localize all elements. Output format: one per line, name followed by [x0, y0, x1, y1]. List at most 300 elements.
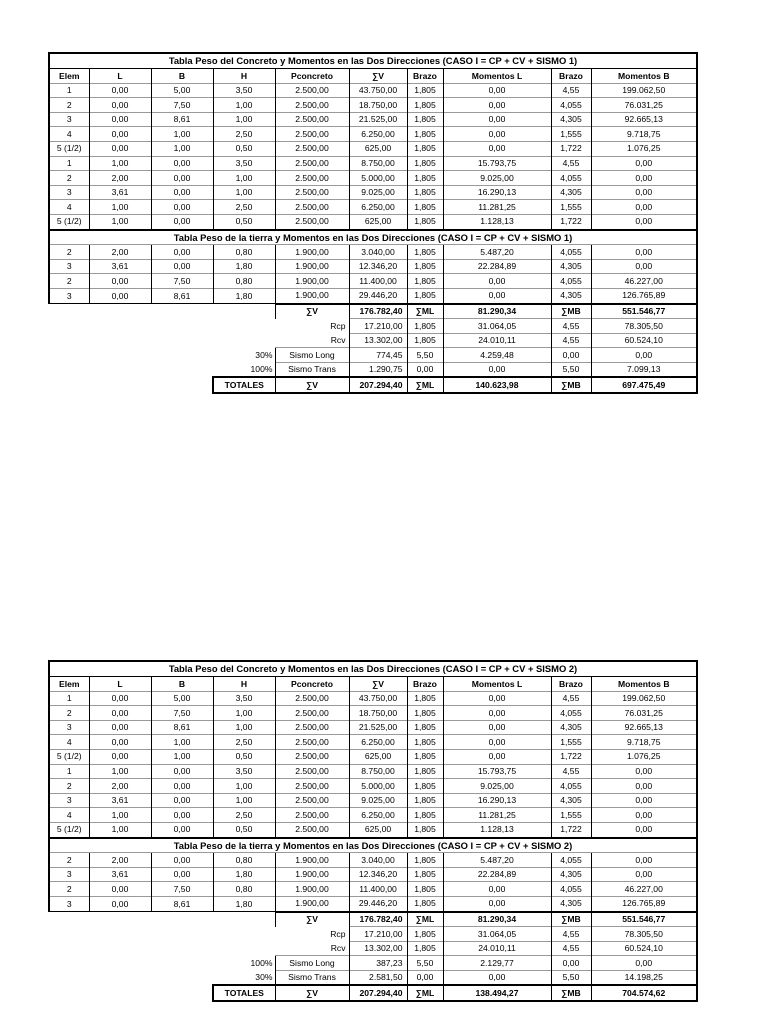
table-cell: 4,055	[551, 882, 591, 897]
totals-value: 207.294,40	[349, 985, 407, 1001]
table-cell: 0,00	[591, 793, 697, 808]
table-cell: 625,00	[349, 214, 407, 229]
table-cell: 1,805	[407, 822, 443, 837]
table-cell: 1,805	[407, 808, 443, 823]
table-cell: 0,00	[591, 185, 697, 200]
column-header: Elem	[49, 677, 89, 692]
table-cell: 0,00	[443, 706, 551, 721]
table-row	[49, 867, 697, 882]
table-cell: 5.000,00	[349, 171, 407, 186]
table-cell: 16.290,13	[443, 185, 551, 200]
table-cell: 11.400,00	[349, 274, 407, 289]
table-cell: 2.500,00	[275, 793, 349, 808]
table-cell: 3,61	[89, 867, 151, 882]
table-cell: 3	[49, 867, 89, 882]
table-cell: 6.250,00	[349, 200, 407, 215]
table-row	[49, 779, 697, 794]
totals-value: 704.574,62	[591, 985, 697, 1001]
table-cell: 1,805	[407, 793, 443, 808]
rcv-label: Rcv	[330, 942, 346, 953]
table-cell: 1,00	[213, 112, 275, 127]
table-cell: 2	[49, 779, 89, 794]
table-cell: 0,80	[213, 274, 275, 289]
table-cell: 12.346,20	[349, 259, 407, 274]
sum-label: ∑V	[275, 377, 349, 393]
table-cell: 5,50	[407, 348, 443, 363]
table-cell: 4,305	[551, 259, 591, 274]
sum-value: 81.290,34	[443, 912, 551, 927]
column-header: H	[213, 677, 275, 692]
table-cell: 1,00	[213, 98, 275, 113]
empty-cell	[49, 362, 213, 377]
table-cell: 0,00	[443, 141, 551, 156]
table-cell: 3	[49, 896, 89, 911]
table-cell: 2.500,00	[275, 185, 349, 200]
table-cell: 1.076,25	[591, 141, 697, 156]
table-row	[49, 808, 697, 823]
table-subtitle: Tabla Peso de la tierra y Momentos en las Dos Direcciones (CASO I = CP + CV + SISMO 2)	[49, 838, 697, 853]
table-row	[49, 274, 697, 289]
table-cell: 5 (1/2)	[49, 214, 89, 229]
table-cell: 2.500,00	[275, 83, 349, 98]
table-cell: 4,305	[551, 720, 591, 735]
table-cell: 0,00	[591, 200, 697, 215]
table-cell: 3,50	[213, 83, 275, 98]
percentage-label: 100%	[250, 957, 273, 968]
table-cell: 2.500,00	[275, 112, 349, 127]
table-cell: 4,305	[551, 185, 591, 200]
table-title-row	[49, 53, 697, 69]
empty-cell	[49, 319, 275, 334]
table-cell: 76.031,25	[591, 98, 697, 113]
table-cell: 4,55	[551, 764, 591, 779]
table-cell: 8.750,00	[349, 764, 407, 779]
table-cell: 1,00	[151, 749, 213, 764]
table-cell: 8,61	[151, 720, 213, 735]
table-cell: 2,00	[89, 245, 151, 260]
table-cell: 1,722	[551, 141, 591, 156]
empty-cell	[49, 956, 213, 971]
table-cell: 3,50	[213, 156, 275, 171]
empty-cell	[49, 348, 213, 363]
load-moment-table	[48, 660, 698, 1002]
empty-cell	[49, 912, 275, 927]
table-cell: 29.446,20	[349, 896, 407, 911]
table-row	[49, 214, 697, 229]
table-cell: 0,00	[89, 112, 151, 127]
column-header: Brazo	[407, 69, 443, 84]
table-cell: 0,00	[443, 98, 551, 113]
table-cell: 1,805	[407, 333, 443, 348]
table-cell: 0,00	[151, 156, 213, 171]
totals-label: TOTALES	[213, 377, 275, 393]
table-cell: 43.750,00	[349, 691, 407, 706]
table-cell: 0,00	[151, 200, 213, 215]
column-header: H	[213, 69, 275, 84]
totals-value: 138.494,27	[443, 985, 551, 1001]
table-cell: 0,00	[151, 259, 213, 274]
sismo-trans-label: Sismo Trans	[275, 362, 349, 377]
table-cell: 18.750,00	[349, 706, 407, 721]
table-cell: 2.500,00	[275, 98, 349, 113]
table-cell: 9.025,00	[349, 793, 407, 808]
table-row	[49, 735, 697, 750]
empty-cell	[49, 985, 213, 1001]
table-cell: 5,00	[151, 691, 213, 706]
table-cell: 5,50	[551, 362, 591, 377]
table-cell: 4,55	[551, 319, 591, 334]
table-cell: 17.210,00	[349, 319, 407, 334]
table-cell: 2.500,00	[275, 127, 349, 142]
table-cell: 0,00	[443, 735, 551, 750]
table-cell: 1.900,00	[275, 882, 349, 897]
table-cell: 0,00	[443, 112, 551, 127]
table-cell: 1	[49, 83, 89, 98]
table-cell: 2.500,00	[275, 749, 349, 764]
table-cell: 1,722	[551, 214, 591, 229]
table-cell: 31.064,05	[443, 927, 551, 942]
table-cell: 2.129,77	[443, 956, 551, 971]
table-cell: 1,555	[551, 127, 591, 142]
table-cell: 1,805	[407, 288, 443, 303]
table-cell: 22.284,89	[443, 259, 551, 274]
table-cell: 0,00	[591, 259, 697, 274]
table-cell: 60.524,10	[591, 941, 697, 956]
table-cell: 1,805	[407, 127, 443, 142]
table-cell: 0,00	[591, 214, 697, 229]
table-cell: 1.900,00	[275, 288, 349, 303]
table-cell: 0,00	[151, 793, 213, 808]
table-cell: 0,00	[151, 245, 213, 260]
sum-value: 551.546,77	[591, 912, 697, 927]
table-cell: 1,805	[407, 927, 443, 942]
table-cell: 22.284,89	[443, 867, 551, 882]
table-cell: 21.525,00	[349, 720, 407, 735]
table-cell: 31.064,05	[443, 319, 551, 334]
sum-label: ∑MB	[551, 377, 591, 393]
table-cell: 1,805	[407, 274, 443, 289]
table-cell: 4	[49, 200, 89, 215]
table-cell: 4	[49, 735, 89, 750]
table-cell: 4,055	[551, 245, 591, 260]
table-cell: 29.446,20	[349, 288, 407, 303]
table-row	[49, 896, 697, 911]
sum-label: ∑ML	[407, 304, 443, 319]
table-cell: 1,805	[407, 171, 443, 186]
table-cell: 1,00	[151, 735, 213, 750]
table-cell: 60.524,10	[591, 333, 697, 348]
table-cell: 11.281,25	[443, 808, 551, 823]
table-cell: 13.302,00	[349, 941, 407, 956]
table-cell: 2.500,00	[275, 706, 349, 721]
table-cell: 1,805	[407, 259, 443, 274]
table-cell: 14.198,25	[591, 970, 697, 985]
empty-cell	[49, 970, 213, 985]
table-cell: 0,00	[591, 822, 697, 837]
column-header: Momentos L	[443, 677, 551, 692]
table-cell: 46.227,00	[591, 274, 697, 289]
totals-row	[49, 377, 697, 393]
table-cell: 0,00	[551, 348, 591, 363]
table-cell: 4,055	[551, 779, 591, 794]
table-cell: 5,50	[407, 956, 443, 971]
table-cell: 24.010,11	[443, 941, 551, 956]
sum-row	[49, 912, 697, 927]
table-cell: 2,00	[89, 853, 151, 868]
table-cell: 2.500,00	[275, 808, 349, 823]
table-cell: 0,50	[213, 141, 275, 156]
table-cell: 4.259,48	[443, 348, 551, 363]
table-cell: 0,00	[591, 245, 697, 260]
table-row	[49, 141, 697, 156]
table-cell: 0,00	[591, 764, 697, 779]
table-cell: 1,00	[213, 779, 275, 794]
table-cell: 1.900,00	[275, 274, 349, 289]
table-cell: 1,805	[407, 83, 443, 98]
table-cell: 1,805	[407, 882, 443, 897]
table-cell: 2,50	[213, 735, 275, 750]
table-row	[49, 793, 697, 808]
table-cell: 5 (1/2)	[49, 749, 89, 764]
table-row	[49, 156, 697, 171]
table-cell: 1,555	[551, 735, 591, 750]
table-row	[49, 853, 697, 868]
table-cell: 9.718,75	[591, 127, 697, 142]
table-cell: 2.500,00	[275, 720, 349, 735]
table-cell: 0,00	[89, 735, 151, 750]
sismo-trans-row	[49, 362, 697, 377]
table-cell: 1	[49, 691, 89, 706]
table-cell: 0,00	[443, 362, 551, 377]
table-cell: 1,722	[551, 822, 591, 837]
totals-value: 207.294,40	[349, 377, 407, 393]
sismo-long-label: Sismo Long	[275, 348, 349, 363]
table-cell: 0,00	[89, 141, 151, 156]
table-cell: 0,00	[151, 214, 213, 229]
table-cell: 3.040,00	[349, 853, 407, 868]
table-cell: 2.500,00	[275, 764, 349, 779]
table-cell: 1,805	[407, 853, 443, 868]
table-cell: 1.900,00	[275, 853, 349, 868]
sum-label: ∑ML	[407, 912, 443, 927]
header-row	[49, 69, 697, 84]
table-cell: 21.525,00	[349, 112, 407, 127]
table-cell: 2.500,00	[275, 156, 349, 171]
sum-label: ∑MB	[551, 304, 591, 319]
empty-cell	[49, 927, 275, 942]
table-cell: 1,00	[89, 822, 151, 837]
table-cell: 0,00	[89, 83, 151, 98]
table-cell: 1,805	[407, 319, 443, 334]
sismo-trans-row	[49, 970, 697, 985]
table-cell: 1,00	[213, 793, 275, 808]
table-cell: 1,00	[213, 185, 275, 200]
table-row	[49, 185, 697, 200]
table-cell: 0,00	[443, 720, 551, 735]
sum-label: ∑V	[275, 304, 349, 319]
table-cell: 7,50	[151, 274, 213, 289]
table-title: Tabla Peso del Concreto y Momentos en las Dos Direcciones (CASO I = CP + CV + SISMO 1)	[49, 53, 697, 69]
column-header: B	[151, 69, 213, 84]
table-cell: 4,55	[551, 927, 591, 942]
table-cell: 4	[49, 808, 89, 823]
table-cell: 3	[49, 793, 89, 808]
table-cell: 0,00	[151, 764, 213, 779]
table-row	[49, 822, 697, 837]
sum-label: ∑MB	[551, 985, 591, 1001]
table-cell: 4,055	[551, 98, 591, 113]
table-cell: 1,00	[213, 720, 275, 735]
table-cell: 7,50	[151, 706, 213, 721]
column-header: Brazo	[407, 677, 443, 692]
table-cell: 1,00	[89, 200, 151, 215]
table-cell: 4	[49, 127, 89, 142]
table-cell: 199.062,50	[591, 83, 697, 98]
table-cell: 7,50	[151, 98, 213, 113]
table-cell: 1,80	[213, 288, 275, 303]
table-cell: 8,61	[151, 288, 213, 303]
column-header: Pconcreto	[275, 677, 349, 692]
sismo-long-label: Sismo Long	[275, 956, 349, 971]
table-cell: 1,00	[89, 808, 151, 823]
table-cell: 1.128,13	[443, 822, 551, 837]
table-cell: 1,805	[407, 867, 443, 882]
rcv-row	[49, 941, 697, 956]
sum-row	[49, 304, 697, 319]
table-cell: 2.500,00	[275, 171, 349, 186]
table-cell: 0,00	[443, 274, 551, 289]
table-row	[49, 764, 697, 779]
table-row	[49, 720, 697, 735]
table-cell: 0,00	[443, 970, 551, 985]
empty-cell	[49, 304, 275, 319]
table-cell: 199.062,50	[591, 691, 697, 706]
table-cell: 126.765,89	[591, 896, 697, 911]
table-cell: 4,55	[551, 156, 591, 171]
table-cell: 1,805	[407, 720, 443, 735]
rcp-label: Rcp	[330, 320, 346, 331]
table-cell: 2	[49, 853, 89, 868]
column-header: Elem	[49, 69, 89, 84]
table-cell: 1,805	[407, 735, 443, 750]
table-cell: 0,00	[443, 691, 551, 706]
table-cell: 1,00	[213, 171, 275, 186]
table-cell: 2	[49, 245, 89, 260]
table-cell: 43.750,00	[349, 83, 407, 98]
table-cell: 4,055	[551, 706, 591, 721]
empty-cell	[49, 941, 275, 956]
table-cell: 0,00	[89, 288, 151, 303]
table-cell: 1,555	[551, 200, 591, 215]
table-cell: 3,50	[213, 764, 275, 779]
column-header: Brazo	[551, 69, 591, 84]
table-cell: 1,00	[89, 156, 151, 171]
table-cell: 0,00	[443, 83, 551, 98]
header-row	[49, 677, 697, 692]
rcp-row	[49, 319, 697, 334]
table-cell: 1,80	[213, 896, 275, 911]
table-cell: 8,61	[151, 112, 213, 127]
table-cell: 11.400,00	[349, 882, 407, 897]
table-cell: 2	[49, 171, 89, 186]
table-row	[49, 83, 697, 98]
column-header: B	[151, 677, 213, 692]
table-subtitle-row	[49, 838, 697, 853]
table-cell: 13.302,00	[349, 333, 407, 348]
table-cell: 2.500,00	[275, 214, 349, 229]
table-cell: 1.900,00	[275, 259, 349, 274]
table-cell: 1,805	[407, 749, 443, 764]
table-row	[49, 171, 697, 186]
table-cell: 0,00	[591, 171, 697, 186]
table-cell: 2,50	[213, 127, 275, 142]
table-cell: 2.500,00	[275, 822, 349, 837]
table-cell: 12.346,20	[349, 867, 407, 882]
table-cell: 0,00	[89, 98, 151, 113]
table-cell: 11.281,25	[443, 200, 551, 215]
table-cell: 92.665,13	[591, 720, 697, 735]
table-cell: 0,00	[89, 720, 151, 735]
table-cell: 5.000,00	[349, 779, 407, 794]
column-header: L	[89, 69, 151, 84]
table-cell: 2,50	[213, 808, 275, 823]
percentage-label: 100%	[250, 364, 273, 375]
totals-value: 140.623,98	[443, 377, 551, 393]
sismo-long-row	[49, 956, 697, 971]
rcp-label: Rcp	[330, 928, 346, 939]
table-cell: 6.250,00	[349, 127, 407, 142]
table-cell: 0,00	[151, 822, 213, 837]
table-cell: 9.025,00	[349, 185, 407, 200]
table-cell: 625,00	[349, 749, 407, 764]
table-cell: 2	[49, 274, 89, 289]
table-cell: 0,00	[591, 956, 697, 971]
table-cell: 7,50	[151, 882, 213, 897]
sum-label: ∑V	[275, 912, 349, 927]
table-cell: 0,00	[151, 185, 213, 200]
table-cell: 0,00	[151, 808, 213, 823]
table-subtitle: Tabla Peso de la tierra y Momentos en las Dos Direcciones (CASO I = CP + CV + SISMO 1)	[49, 230, 697, 245]
table-cell: 774,45	[349, 348, 407, 363]
table-cell: 1,00	[151, 127, 213, 142]
empty-cell	[49, 377, 213, 393]
table-sismo-2	[48, 660, 696, 1002]
table-cell: 0,00	[443, 749, 551, 764]
table-cell: 0,00	[591, 853, 697, 868]
column-header: Momentos L	[443, 69, 551, 84]
table-cell: 0,00	[443, 127, 551, 142]
table-cell: 0,50	[213, 822, 275, 837]
table-cell: 1,805	[407, 764, 443, 779]
table-title-row	[49, 661, 697, 677]
table-cell: 3,61	[89, 185, 151, 200]
table-cell: 4,305	[551, 793, 591, 808]
table-cell: 2.500,00	[275, 735, 349, 750]
table-cell: 0,00	[89, 127, 151, 142]
table-cell: 4,55	[551, 941, 591, 956]
table-cell: 625,00	[349, 141, 407, 156]
table-sismo-1	[48, 52, 696, 394]
table-cell: 1,805	[407, 200, 443, 215]
table-cell: 2,00	[89, 171, 151, 186]
table-cell: 2.581,50	[349, 970, 407, 985]
table-cell: 15.793,75	[443, 156, 551, 171]
table-cell: 2,50	[213, 200, 275, 215]
table-cell: 78.305,50	[591, 319, 697, 334]
totals-row	[49, 985, 697, 1001]
sum-label: ∑ML	[407, 985, 443, 1001]
table-row	[49, 245, 697, 260]
